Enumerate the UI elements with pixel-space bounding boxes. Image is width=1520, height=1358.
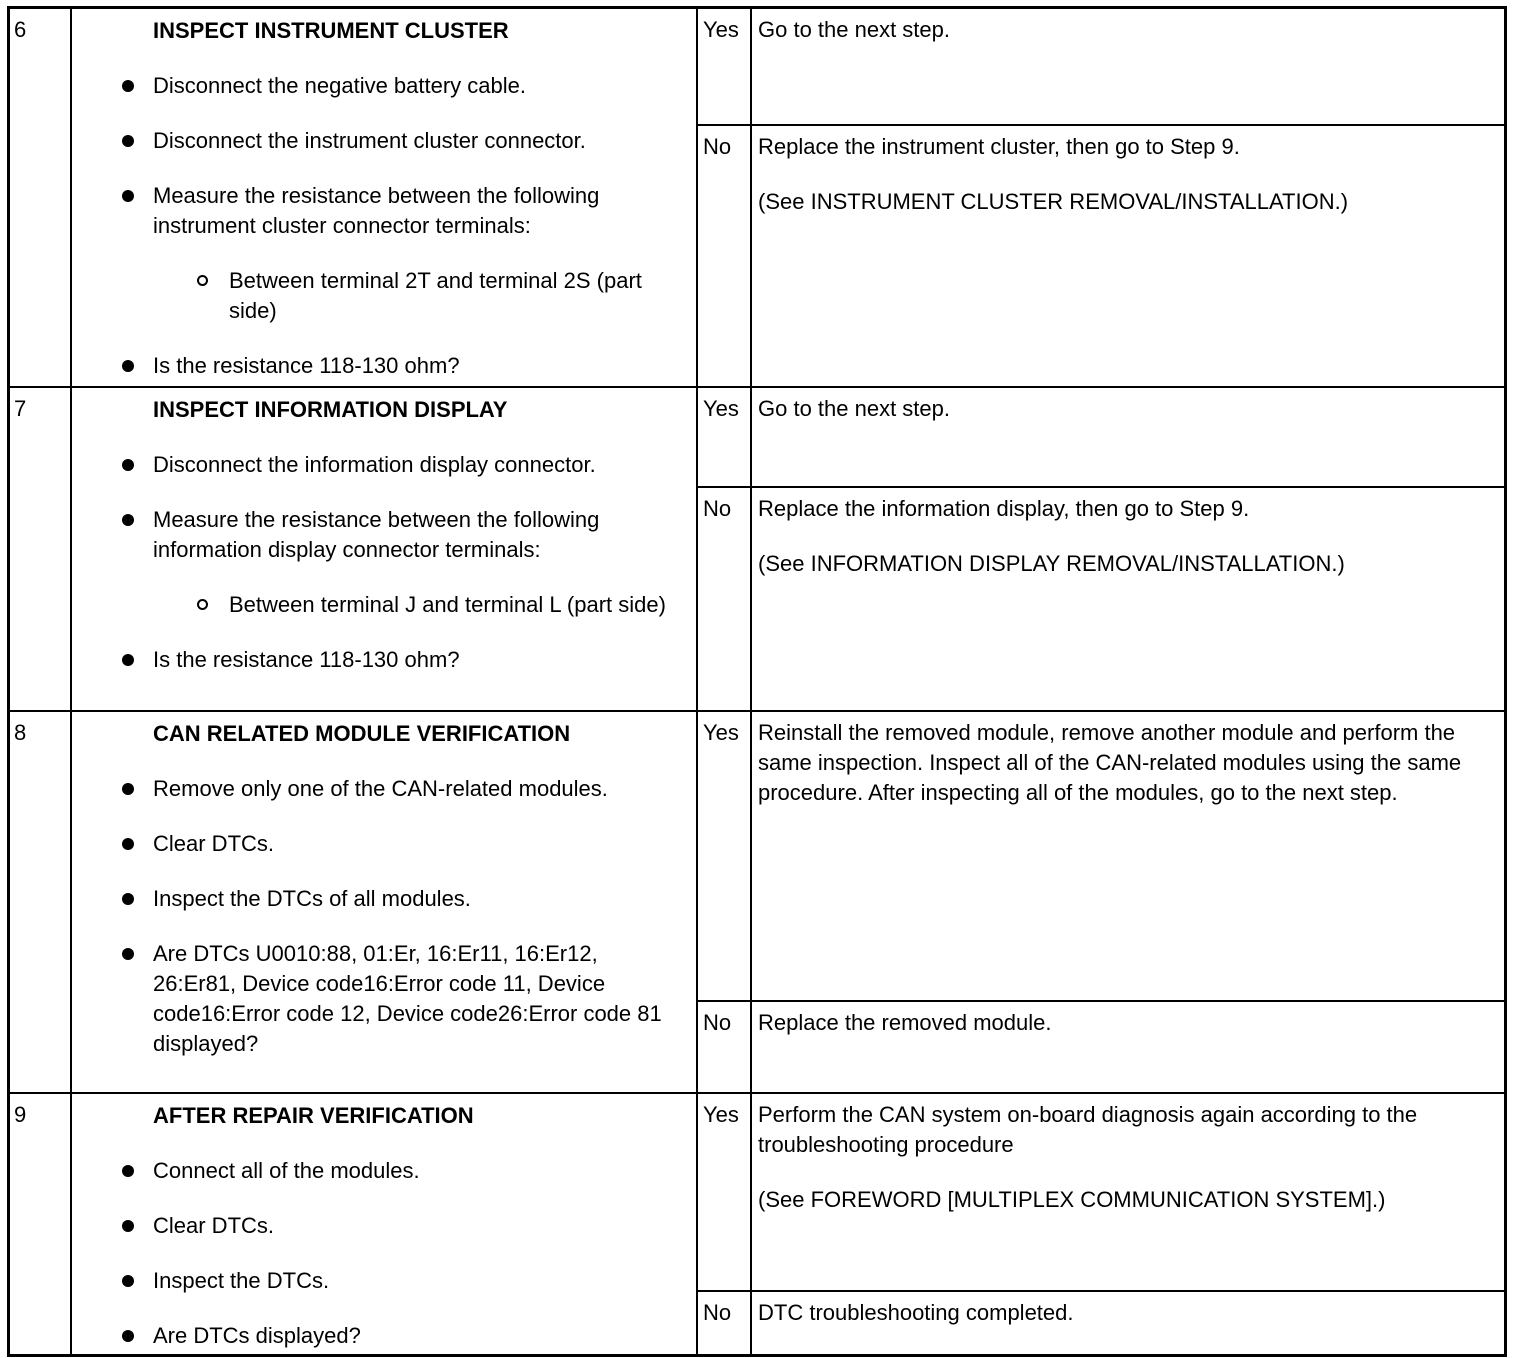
no-label: No [698,1002,752,1092]
list-item-text: Measure the resistance between the following information display connector terminals: [153,507,600,562]
list-item-text: Is the resistance 118-130 ohm? [153,353,460,378]
list-item-text: Between terminal J and terminal L (part side) [229,592,666,617]
bullet-icon [122,1220,134,1232]
step-number: 8 [10,712,72,1092]
no-result [698,1290,1504,1354]
list-item-text: Inspect the DTCs of all modules. [153,886,471,911]
bullet-icon [122,838,134,850]
step-content [72,388,698,710]
results-column [698,712,1504,1092]
step-content [72,712,698,1092]
step-row [10,386,1504,710]
list-item [72,71,676,101]
list-item [72,829,676,859]
sub-list-item [72,266,676,326]
list-item [72,351,676,381]
yes-action [752,388,1504,486]
yes-label: Yes [698,1094,752,1290]
list-item [72,1211,676,1241]
step-title: INSPECT INFORMATION DISPLAY [153,397,508,422]
yes-label: Yes [698,9,752,124]
action-text: Replace the removed module. [758,1010,1052,1035]
bullet-icon [122,135,134,147]
bullet-icon [122,1275,134,1287]
yes-result [698,712,1504,1000]
bullet-icon [122,948,134,960]
step-number: 9 [10,1094,72,1354]
action-text: Go to the next step. [758,17,951,42]
bullet-icon [122,459,134,471]
action-text: Replace the instrument cluster, then go to Step 9. [758,134,1240,159]
yes-result [698,1094,1504,1290]
troubleshooting-table [7,6,1507,1357]
bullet-icon [122,190,134,202]
results-column [698,388,1504,710]
no-result [698,486,1504,710]
bullet-icon [122,893,134,905]
bullet-icon [122,1165,134,1177]
bullet-icon [122,80,134,92]
yes-result [698,9,1504,124]
list-item-text: Are DTCs U0010:88, 01:Er, 16:Er11, 16:Er12, 26:Er81, Device code16:Error code 11, Device code16:Error code 12, Device code26:Error code 81 displayed? [153,941,662,1056]
step-number: 7 [10,388,72,710]
no-action [752,126,1504,386]
list-item-text: Disconnect the information display connector. [153,452,596,477]
bullet-icon [122,360,134,372]
yes-action [752,712,1504,1000]
no-result [698,1000,1504,1092]
action-text: (See INSTRUMENT CLUSTER REMOVAL/INSTALLATION.) [758,189,1349,214]
bullet-icon [122,1330,134,1342]
bullet-icon [122,783,134,795]
results-column [698,9,1504,386]
yes-action [752,9,1504,124]
no-label: No [698,1292,752,1354]
step-row [10,1092,1504,1354]
action-text: (See INFORMATION DISPLAY REMOVAL/INSTALLATION.) [758,551,1345,576]
action-text: (See FOREWORD [MULTIPLEX COMMUNICATION SYSTEM].) [758,1187,1386,1212]
yes-result [698,388,1504,486]
no-result [698,124,1504,386]
no-action [752,488,1504,710]
no-action [752,1292,1504,1354]
yes-label: Yes [698,712,752,1000]
list-item [72,645,676,675]
yes-action [752,1094,1504,1290]
sub-list-item [72,590,676,620]
list-item [72,884,676,914]
step-title: AFTER REPAIR VERIFICATION [153,1103,474,1128]
list-item [72,774,676,804]
step-title: CAN RELATED MODULE VERIFICATION [153,721,571,746]
step-content [72,9,698,386]
yes-label: Yes [698,388,752,486]
step-number: 6 [10,9,72,386]
list-item [72,1321,676,1351]
list-item-text: Inspect the DTCs. [153,1268,330,1293]
action-text: Replace the information display, then go to Step 9. [758,496,1250,521]
list-item [72,181,676,241]
step-row [10,9,1504,386]
list-item-text: Between terminal 2T and terminal 2S (part side) [229,268,642,323]
action-text: DTC troubleshooting completed. [758,1300,1074,1325]
results-column [698,1094,1504,1354]
list-item [72,1266,676,1296]
list-item-text: Remove only one of the CAN-related modules. [153,776,608,801]
hollow-bullet-icon [197,599,208,610]
action-text: Reinstall the removed module, remove another module and perform the same inspection. Inspect all of the CAN-related modules using the same procedure. After inspecting all of the modules, go to the next step. [758,720,1462,805]
list-item-text: Are DTCs displayed? [153,1323,361,1348]
bullet-icon [122,654,134,666]
step-row [10,710,1504,1092]
list-item-text: Disconnect the negative battery cable. [153,73,527,98]
list-item [72,450,676,480]
step-title: INSPECT INSTRUMENT CLUSTER [153,18,509,43]
list-item-text: Disconnect the instrument cluster connector. [153,128,586,153]
action-text: Perform the CAN system on-board diagnosis again according to the troubleshooting procedure [758,1102,1418,1157]
list-item-text: Measure the resistance between the following instrument cluster connector terminals: [153,183,600,238]
action-text: Go to the next step. [758,396,951,421]
list-item [72,939,676,1059]
no-label: No [698,488,752,710]
bullet-icon [122,514,134,526]
list-item [72,1156,676,1186]
list-item-text: Clear DTCs. [153,1213,275,1238]
list-item-text: Is the resistance 118-130 ohm? [153,647,460,672]
hollow-bullet-icon [197,275,208,286]
list-item-text: Clear DTCs. [153,831,275,856]
no-label: No [698,126,752,386]
list-item-text: Connect all of the modules. [153,1158,420,1183]
no-action [752,1002,1504,1092]
list-item [72,505,676,565]
step-content [72,1094,698,1354]
list-item [72,126,676,156]
